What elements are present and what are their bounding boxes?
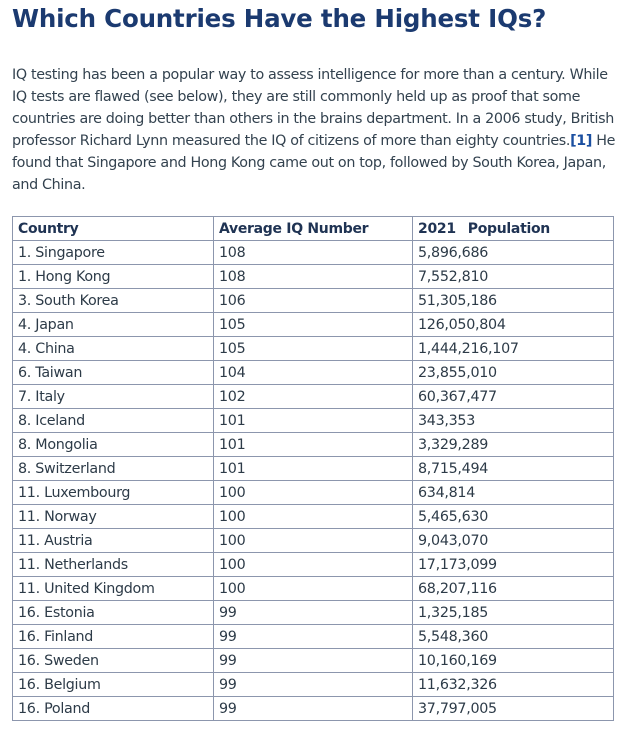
cell-population: 11,632,326 xyxy=(413,673,614,697)
table-row xyxy=(13,337,614,361)
cell-iq: 108 xyxy=(214,265,413,289)
cell-country: 3. South Korea xyxy=(13,289,214,313)
cell-country: 11. Netherlands xyxy=(13,553,214,577)
table-row xyxy=(13,457,614,481)
page-title: Which Countries Have the Highest IQs? xyxy=(12,4,547,33)
cell-population: 5,548,360 xyxy=(413,625,614,649)
cell-population: 51,305,186 xyxy=(413,289,614,313)
table-row xyxy=(13,433,614,457)
cell-country: 11. Norway xyxy=(13,505,214,529)
cell-country: 16. Estonia xyxy=(13,601,214,625)
cell-country: 16. Poland xyxy=(13,697,214,721)
cell-country: 16. Sweden xyxy=(13,649,214,673)
cell-country: 4. China xyxy=(13,337,214,361)
cell-iq: 108 xyxy=(214,241,413,265)
cell-country: 8. Mongolia xyxy=(13,433,214,457)
table-header-row xyxy=(13,217,614,241)
cell-population: 1,325,185 xyxy=(413,601,614,625)
table-row xyxy=(13,601,614,625)
table-row xyxy=(13,649,614,673)
cell-country: 8. Switzerland xyxy=(13,457,214,481)
table-row xyxy=(13,481,614,505)
table-row xyxy=(13,289,614,313)
cell-population: 5,896,686 xyxy=(413,241,614,265)
cell-iq: 99 xyxy=(214,697,413,721)
table-row xyxy=(13,673,614,697)
header-population xyxy=(413,217,614,241)
cell-population: 68,207,116 xyxy=(413,577,614,601)
cell-iq: 100 xyxy=(214,553,413,577)
cell-population: 3,329,289 xyxy=(413,433,614,457)
cell-country: 7. Italy xyxy=(13,385,214,409)
cell-population: 1,444,216,107 xyxy=(413,337,614,361)
cell-country: 8. Iceland xyxy=(13,409,214,433)
cell-country: 11. Luxembourg xyxy=(13,481,214,505)
cell-population: 17,173,099 xyxy=(413,553,614,577)
table-row xyxy=(13,577,614,601)
intro-text: IQ testing has been a popular way to assess intelligence for more than a century. While IQ tests are flawed (see below), they are still commonly held up as proof that some countries are doing better than others in the brains department. In a 2006 study, British professor Richard Lynn measured the IQ of citizens of more than eighty countries. xyxy=(12,67,614,149)
citation-link[interactable]: [1] xyxy=(570,133,593,149)
cell-country: 11. Austria xyxy=(13,529,214,553)
cell-iq: 101 xyxy=(214,457,413,481)
cell-iq: 101 xyxy=(214,433,413,457)
cell-population: 634,814 xyxy=(413,481,614,505)
table-row xyxy=(13,313,614,337)
cell-iq: 100 xyxy=(214,529,413,553)
table-row xyxy=(13,409,614,433)
iq-table xyxy=(12,216,614,721)
intro-paragraph xyxy=(12,64,622,196)
table-row xyxy=(13,241,614,265)
cell-iq: 104 xyxy=(214,361,413,385)
cell-population: 126,050,804 xyxy=(413,313,614,337)
cell-country: 16. Finland xyxy=(13,625,214,649)
header-iq: Average IQ Number xyxy=(214,217,413,241)
cell-country: 1. Hong Kong xyxy=(13,265,214,289)
cell-population: 8,715,494 xyxy=(413,457,614,481)
cell-iq: 105 xyxy=(214,337,413,361)
table-row xyxy=(13,553,614,577)
header-population-label: Population xyxy=(467,220,550,237)
cell-iq: 101 xyxy=(214,409,413,433)
table-row xyxy=(13,529,614,553)
cell-iq: 102 xyxy=(214,385,413,409)
cell-population: 9,043,070 xyxy=(413,529,614,553)
cell-country: 6. Taiwan xyxy=(13,361,214,385)
table-row xyxy=(13,361,614,385)
cell-country: 1. Singapore xyxy=(13,241,214,265)
header-population-year: 2021 xyxy=(418,220,456,237)
cell-iq: 99 xyxy=(214,673,413,697)
cell-iq: 100 xyxy=(214,481,413,505)
table-row xyxy=(13,697,614,721)
cell-population: 10,160,169 xyxy=(413,649,614,673)
cell-iq: 99 xyxy=(214,625,413,649)
cell-country: 4. Japan xyxy=(13,313,214,337)
table-row xyxy=(13,265,614,289)
cell-population: 7,552,810 xyxy=(413,265,614,289)
cell-country: 11. United Kingdom xyxy=(13,577,214,601)
cell-population: 37,797,005 xyxy=(413,697,614,721)
intro-text-continued: He found that Singapore and Hong Kong came out on top, followed by South Korea, Japan, and China. xyxy=(12,133,616,193)
table-body xyxy=(13,241,614,721)
table-row xyxy=(13,385,614,409)
cell-iq: 100 xyxy=(214,505,413,529)
table-row xyxy=(13,625,614,649)
cell-population: 343,353 xyxy=(413,409,614,433)
cell-population: 60,367,477 xyxy=(413,385,614,409)
cell-iq: 99 xyxy=(214,601,413,625)
cell-population: 5,465,630 xyxy=(413,505,614,529)
cell-iq: 105 xyxy=(214,313,413,337)
cell-population: 23,855,010 xyxy=(413,361,614,385)
cell-iq: 100 xyxy=(214,577,413,601)
header-country: Country xyxy=(13,217,214,241)
table-row xyxy=(13,505,614,529)
cell-country: 16. Belgium xyxy=(13,673,214,697)
cell-iq: 106 xyxy=(214,289,413,313)
cell-iq: 99 xyxy=(214,649,413,673)
